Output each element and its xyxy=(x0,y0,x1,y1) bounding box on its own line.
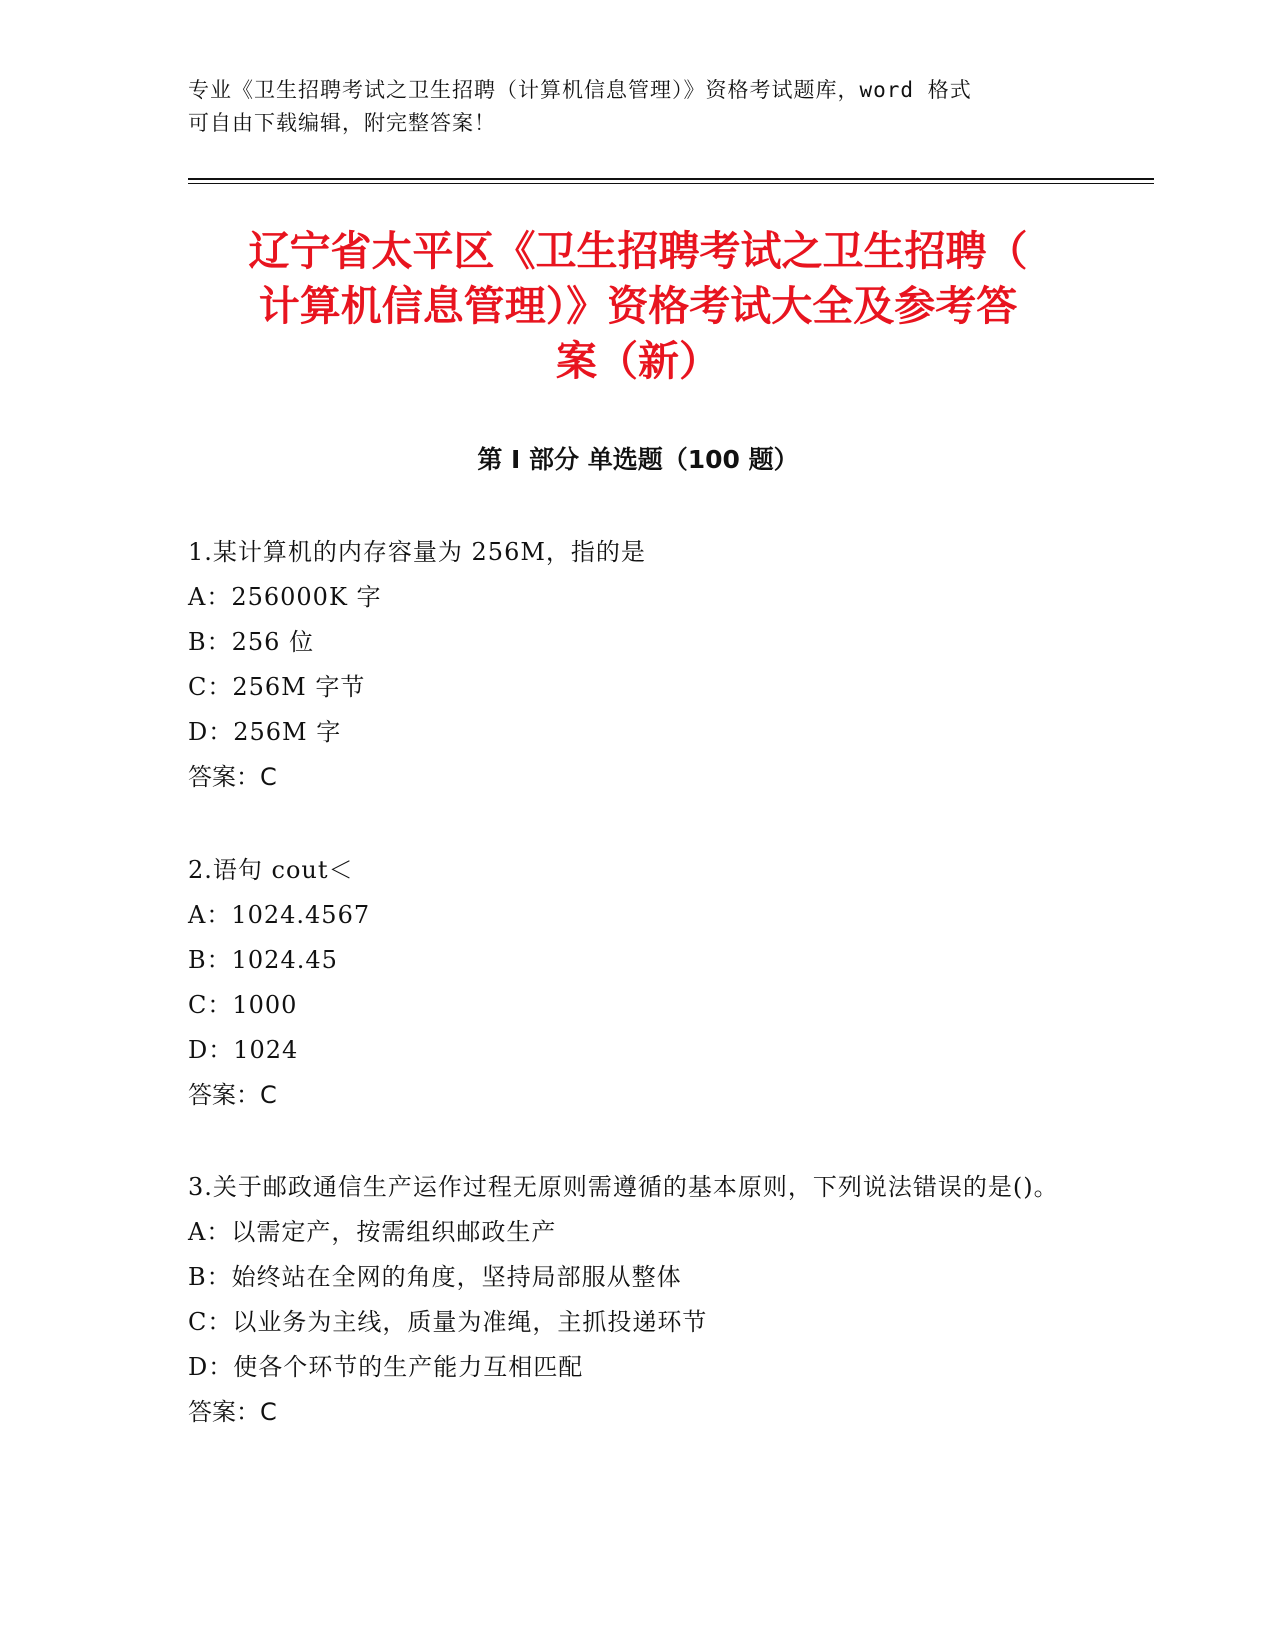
answer-line: 答案：C xyxy=(188,1398,277,1426)
question-item xyxy=(188,848,1068,1118)
section-heading: 第 I 部分 单选题（100 题） xyxy=(477,445,799,474)
header-note-line-1: 专业《卫生招聘考试之卫生招聘（计算机信息管理）》资格考试题库，word 格式 xyxy=(188,78,972,102)
title-line-2: 计算机信息管理）》资格考试大全及参考答 xyxy=(258,282,1018,330)
title-line-3: 案（新） xyxy=(556,337,720,385)
answer-line: 答案：C xyxy=(188,1081,277,1109)
option-a: A：1024.4567 xyxy=(188,901,371,929)
option-c: C：1000 xyxy=(188,991,298,1019)
option-d: D：1024 xyxy=(188,1036,299,1064)
option-b: B：256 位 xyxy=(188,628,315,656)
document-title xyxy=(188,224,1088,389)
option-a: A：以需定产，按需组织邮政生产 xyxy=(188,1218,557,1246)
option-a: A：256000K 字 xyxy=(188,583,382,611)
option-d: D：使各个环节的生产能力互相匹配 xyxy=(188,1353,584,1381)
question-item xyxy=(188,530,1068,800)
question-item xyxy=(188,1165,1068,1435)
question-stem: 3.关于邮政通信生产运作过程无原则需遵循的基本原则，下列说法错误的是()。 xyxy=(188,1173,1059,1201)
header-note xyxy=(188,74,1078,140)
header-divider-thick xyxy=(188,178,1154,180)
option-d: D：256M 字 xyxy=(188,718,342,746)
option-c: C：以业务为主线，质量为准绳，主抓投递环节 xyxy=(188,1308,708,1336)
option-b: B：1024.45 xyxy=(188,946,338,974)
title-line-1: 辽宁省太平区《卫生招聘考试之卫生招聘（ xyxy=(248,227,1028,275)
option-c: C：256M 字节 xyxy=(188,673,366,701)
header-note-line-2: 可自由下载编辑，附完整答案！ xyxy=(188,111,496,135)
header-divider-thin xyxy=(188,183,1154,184)
question-stem: 1.某计算机的内存容量为 256M，指的是 xyxy=(188,538,646,566)
answer-line: 答案：C xyxy=(188,763,277,791)
option-b: B：始终站在全网的角度，坚持局部服从整体 xyxy=(188,1263,682,1291)
question-stem: 2.语句 cout＜ xyxy=(188,856,354,884)
